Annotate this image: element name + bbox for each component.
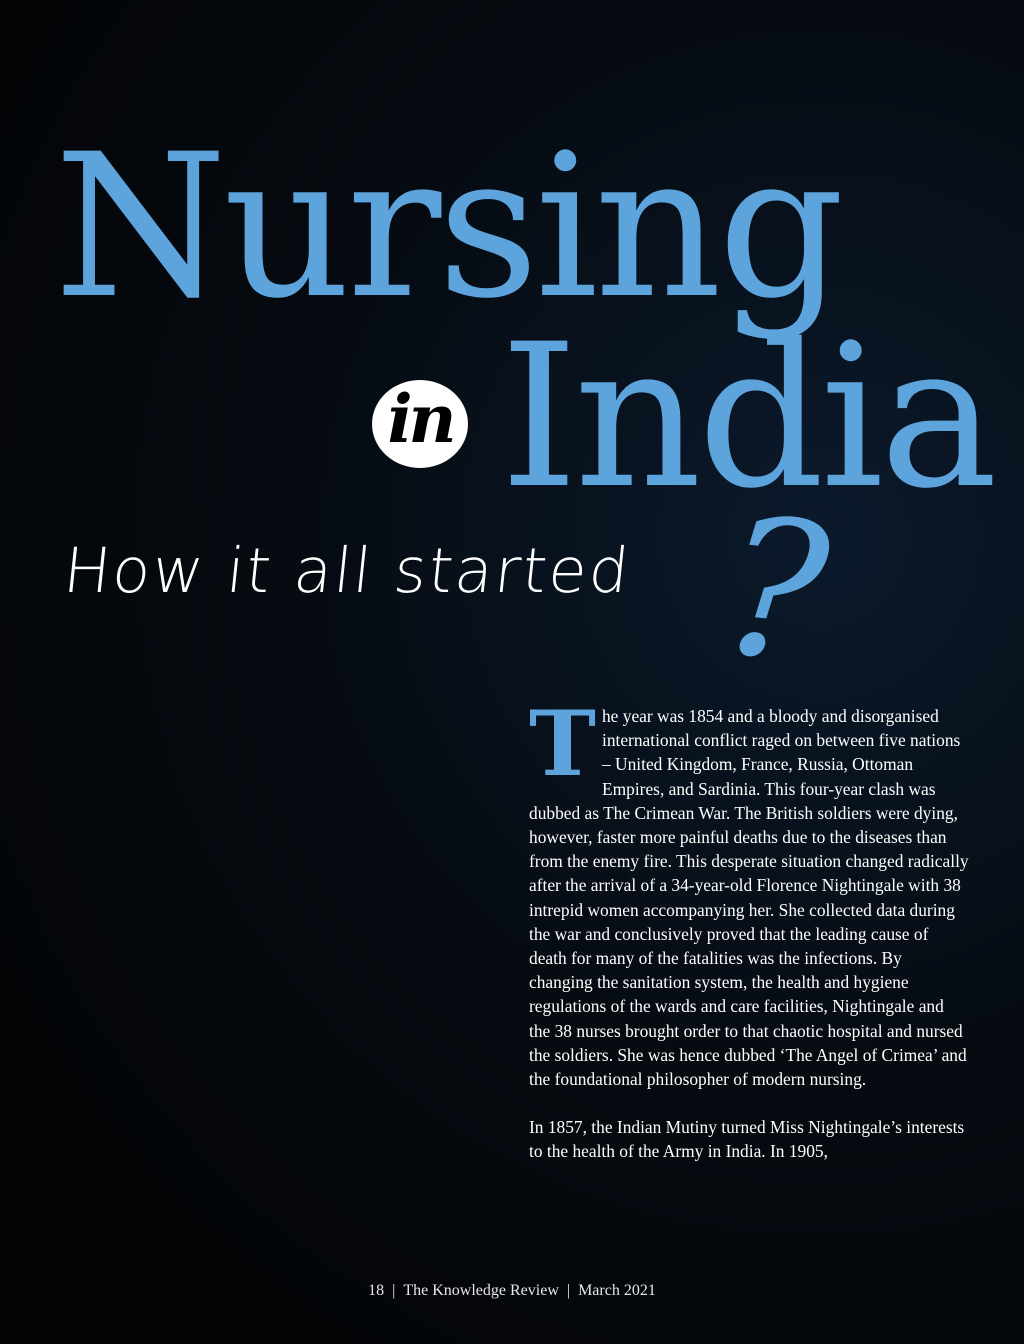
in-badge-text: in [387,380,453,458]
page-number: 18 [368,1282,385,1299]
drop-cap: T [529,691,596,797]
in-badge [372,380,468,468]
headline-india: India [500,301,994,532]
publication-name: The Knowledge Review [403,1282,559,1299]
footer-separator: | [566,1282,571,1299]
page-footer [0,1282,1024,1300]
article-paragraph-2: In 1857, the Indian Mutiny turned Miss Nightingale’s interests to the health of the Army in India. In 1905, [529,1117,965,1162]
subtitle: How it all started [60,534,635,607]
article-paragraph-1-text: he year was 1854 and a bloody and disorganised international conflict raged on between five nations – United Kingdom, France, Russia, Ottoman Empires, and Sardinia. This four-year clash was dubbed as The Crimean War. The British soldiers were dying, however, faster more painful deaths due to the diseases than from the enemy fire. This desperate situation changed radically after the arrival of a 34-year-old Florence Nightingale with 38 intrepid women accompanying her. She collected data during the war and conclusively proved that the leading cause of death for many of the fatalities was the infections. By changing the sanitation system, the health and hygiene regulations of the wards and care facilities, Nightingale and the 38 nurses brought order to that chaotic hospital and nursed the soldiers. She was hence dubbed ‘The Angel of Crimea’ and the foundational philosopher of modern nursing. [529,706,969,1090]
footer-separator: | [392,1282,396,1299]
article-paragraph-1 [529,691,969,1091]
question-mark-glyph: ? [712,475,838,706]
issue-date: March 2021 [578,1282,656,1299]
headline-nursing: Nursing [54,111,841,342]
article-body [529,691,969,1188]
